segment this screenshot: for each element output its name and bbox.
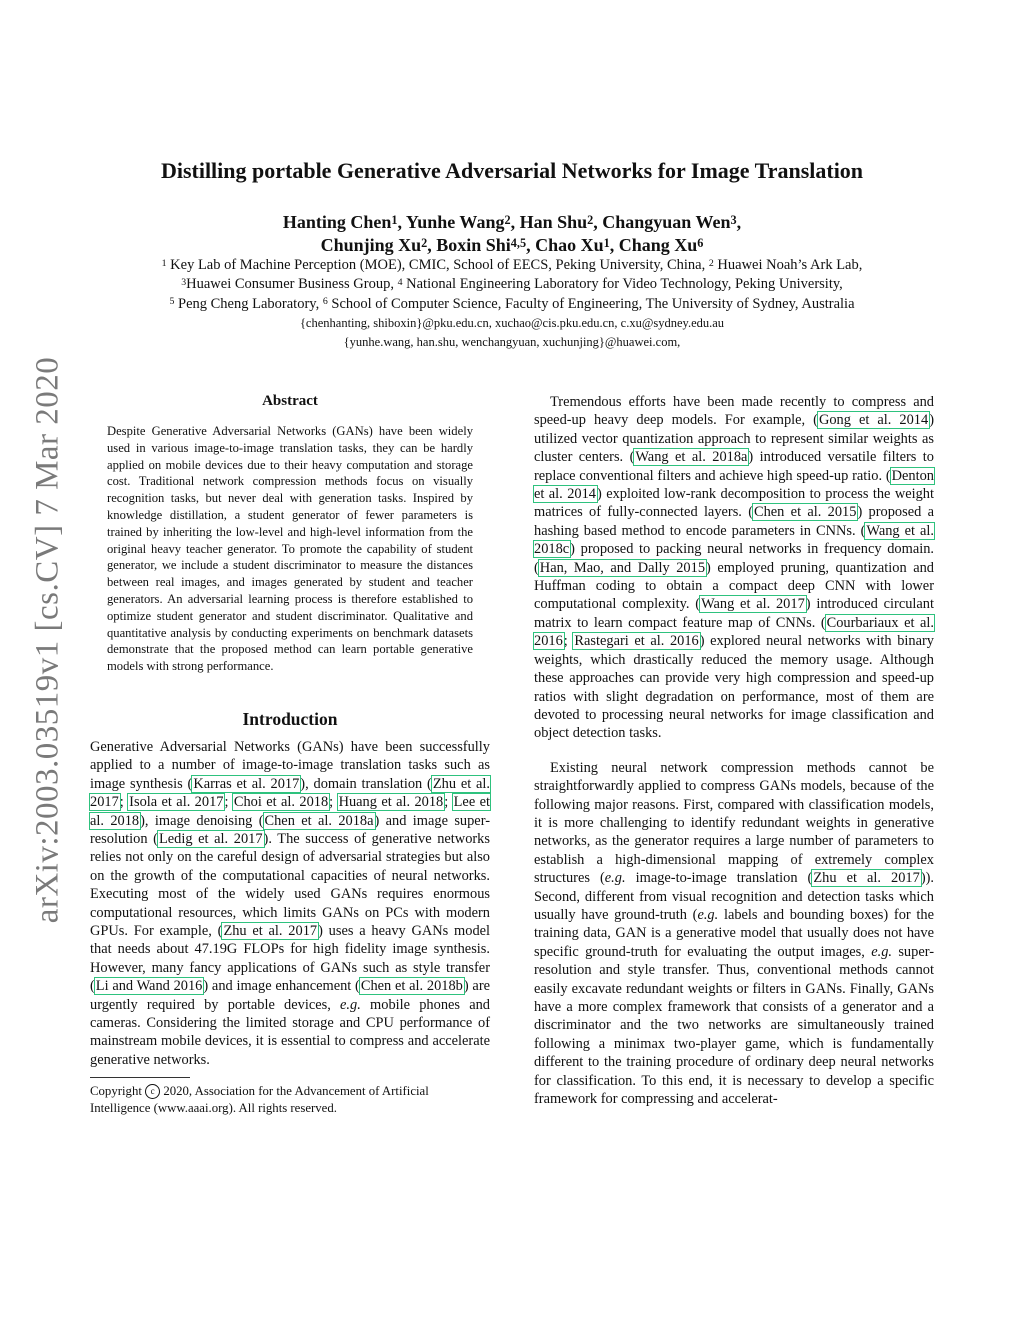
author-sup: 2 — [587, 212, 594, 227]
citation-link[interactable]: Huang et al. 2018 — [338, 794, 444, 811]
author-sup: 1 — [391, 212, 398, 227]
citation-link[interactable]: Zhu et al. 2017 — [223, 923, 318, 940]
copyright-symbol: c — [145, 1084, 160, 1099]
introduction-heading: Introduction — [242, 708, 338, 729]
author-sup: 4,5 — [510, 235, 527, 250]
author-line-1: Hanting Chen$^1$, Yunhe Wang$^2$, Han Shu$^2$, Changyuan Wen$^3$, — [282, 212, 742, 232]
left-column — [90, 393, 490, 1116]
affiliation-line-1: $^1$ Key Lab of Machine Perception (MOE), CMIC, School of EECS, Peking University, China, $^2$ Huawei Noah’s Ark Lab, — [161, 257, 863, 273]
author-name: Chao Xu — [535, 235, 604, 255]
author-name: Chang Xu — [618, 235, 698, 255]
author-line-2: Chunjing Xu$^2$, Boxin Shi$^{4,5}$, Chao Xu$^1$, Chang Xu$^6$ — [320, 235, 704, 255]
author-name: Yunhe Wang — [405, 212, 505, 232]
author-name: Chunjing Xu — [320, 235, 422, 255]
affiliation-line-2: $^3$Huawei Consumer Business Group, $^4$ National Engineering Laboratory for Video Technology, Peking University, — [181, 276, 843, 293]
citation-link[interactable]: Denton et al. 2014 — [534, 467, 934, 503]
citation-link[interactable]: Li and Wand 2016 — [95, 978, 203, 995]
citation-link[interactable]: Wang et al. 2017 — [701, 596, 805, 613]
citation-link[interactable]: Lee et al. 2018 — [90, 794, 490, 829]
author-sup: 2 — [421, 235, 428, 250]
author-name: Han Shu — [519, 212, 588, 232]
citation-link[interactable]: Zhu et al. 2017 — [813, 870, 920, 887]
arxiv-sidebar-id: arXiv:2003.03519v1 [cs.CV] 7 Mar 2020 — [29, 356, 66, 924]
intro-paragraph-1: Generative Adversarial Networks (GANs) have been successfully applied to a number of image-to-image translation tasks such as image synthesis (Karras et al. 2017), domain translation (Zhu et al. 2017; Isola et al. 2017; Choi et al. 2018; Huang et al. 2018; Lee et al. 2018), image denoising (Chen et al. 2018a) and image super-resolution (Ledig et al. 2017). The success of generative networks relies not only on the careful design of adversarial strategies but also on the growth of the computational capacities of neural networks. Executing most of the widely used GANs requires enormous computational resources, which limits GANs on PCs with modern GPUs. For example, (Zhu et al. 2017) uses a heavy GANs model that needs about 47.19G FLOPs for high fidelity image synthesis. However, many fancy applications of GANs such as style transfer (Li and Wand 2016) and image enhancement (Chen et al. 2018b) are urgently required by portable devices, e.g. mobile phones and cameras. Considering the limited storage and CPU performance of mainstream mobile devices, it is essential to compress and accelerate generative networks. — [90, 738, 491, 1068]
right-column — [534, 393, 934, 1108]
paper-title: Distilling portable Generative Adversarial Networks for Image Translation — [160, 158, 864, 183]
author-name: Boxin Shi — [436, 235, 511, 255]
copyright-footnote: Copyright c 2020, Association for the Advancement of Artificial Intelligence (www.aaai.org). All rights reserved. — [90, 1084, 429, 1115]
abstract-text: Despite Generative Adversarial Networks (GANs) have been widely used in various image-to-image translation tasks, they can be hardly applied on mobile devices due to their heavy computation and storage cost. Traditional network compression methods focus on visually recognition tasks, but never deal with generation tasks. Inspired by knowledge distillation, a student generator of fewer parameters is trained by inheriting the low-level and high-level information from the original heavy teacher generator. To promote the capability of student generator, we include a student discriminator to measure the distances between real images, and images generated by student and teacher generators. An adversarial learning process is therefore established to optimize student generator and student discriminator. Qualitative and quantitative analysis by conducting experiments on benchmark datasets demonstrate that the proposed method can learn portable generative models with strong performance. — [107, 424, 473, 674]
email-line-1: {chenhanting, shiboxin}@pku.edu.cn, xuchao@cis.pku.edu.cn, c.xu@sydney.edu.au — [299, 315, 725, 330]
author-name: Hanting Chen — [282, 212, 392, 232]
author-name: Changyuan Wen — [602, 212, 731, 232]
citation-link[interactable]: Wang et al. 2018a — [635, 449, 748, 466]
citation-link[interactable]: Han, Mao, and Dally 2015 — [539, 559, 706, 576]
author-list — [0, 211, 1024, 257]
citation-link[interactable]: Isola et al. 2017 — [129, 794, 224, 811]
intro-paragraph-2: Tremendous efforts have been made recently to compress and speed-up heavy deep models. For example, (Gong et al. 2014) utilized vector quantization approach to represent similar weights as cluster centers. (Wang et al. 2018a) introduced versatile filters to replace conventional filters and achieve high speed-up ratio. (Denton et al. 2014) exploited low-rank decomposition to process the weight matrices of fully-connected layers. (Chen et al. 2015) proposed a hashing based method to encode parameters in CNNs. (Wang et al. 2018c) proposed to packing neural networks in frequency domain. (Han, Mao, and Dally 2015) employed pruning, quantization and Huffman coding to obtain a compact deep CNN with lower computational complexity. (Wang et al. 2017) introduced circulant matrix to learn compact feature map of CNNs. (Courbariaux et al. 2016; Rastegari et al. 2016) explored neural networks with binary weights, which drastically reduced the memory usage. Although these approaches can provide very high compression and speed-up ratios with slight degradation on performance, most of them are devoted to processing neural networks for image classification and object detection tasks. — [534, 394, 935, 742]
citation-link[interactable]: Rastegari et al. 2016 — [574, 633, 699, 650]
affiliations — [0, 256, 1024, 352]
intro-paragraph-3: Existing neural network compression methods cannot be straightforwardly applied to compress GANs models, because of the following major reasons. First, compared with classification models, it is more challenging to identify redundant weights in generative networks, as the generator requires a large number of parameters to establish a high-dimensional mapping of extremely complex structures (e.g. image-to-image translation (Zhu et al. 2017)). Second, different from visual recognition and detection tasks which usually have ground-truth (e.g. labels and bounding boxes) for the training data, GAN is a generative model that usually does not have specific ground-truth for evaluating the output images, e.g. super-resolution and style transfer. Thus, conventional methods cannot easily excavate redundant weights or filters in GANs. Finally, GANs have a more complex framework that consists of a generator and a discriminator and the two networks are simultaneously trained following a minimax two-player game, which is fundamentally different to the training procedure of ordinary deep neural networks for classification. To this end, it is necessary to develop a specific framework for compressing and accelerat- — [534, 759, 935, 1108]
citation-link[interactable]: Zhu et al. 2017 — [90, 775, 491, 811]
citation-link[interactable]: Chen et al. 2018b — [360, 978, 463, 995]
footnote-divider — [90, 1077, 190, 1078]
author-sup: 2 — [504, 212, 511, 227]
abstract-heading: Abstract — [262, 393, 318, 409]
citation-link[interactable]: Wang et al. 2018c — [534, 522, 934, 558]
author-sup: 1 — [603, 235, 610, 250]
citation-link[interactable]: Chen et al. 2015 — [754, 504, 857, 521]
email-line-2: {yunhe.wang, han.shu, wenchangyuan, xuchunjing}@huawei.com, — [343, 335, 681, 350]
citation-link[interactable]: Choi et al. 2018 — [233, 794, 329, 811]
citation-link[interactable]: Chen et al. 2018a — [264, 812, 374, 829]
citation-link[interactable]: Courbariaux et al. 2016 — [534, 614, 934, 650]
author-sup: 3 — [730, 212, 737, 227]
citation-link[interactable]: Karras et al. 2017 — [193, 775, 300, 792]
affiliation-line-3: $^5$ Peng Cheng Laboratory, $^6$ School of Computer Science, Faculty of Engineering, The University of Sydney, Australia — [169, 295, 855, 312]
citation-link[interactable]: Gong et al. 2014 — [818, 412, 929, 429]
author-sup: 6 — [697, 235, 704, 250]
citation-link[interactable]: Ledig et al. 2017 — [158, 830, 263, 847]
